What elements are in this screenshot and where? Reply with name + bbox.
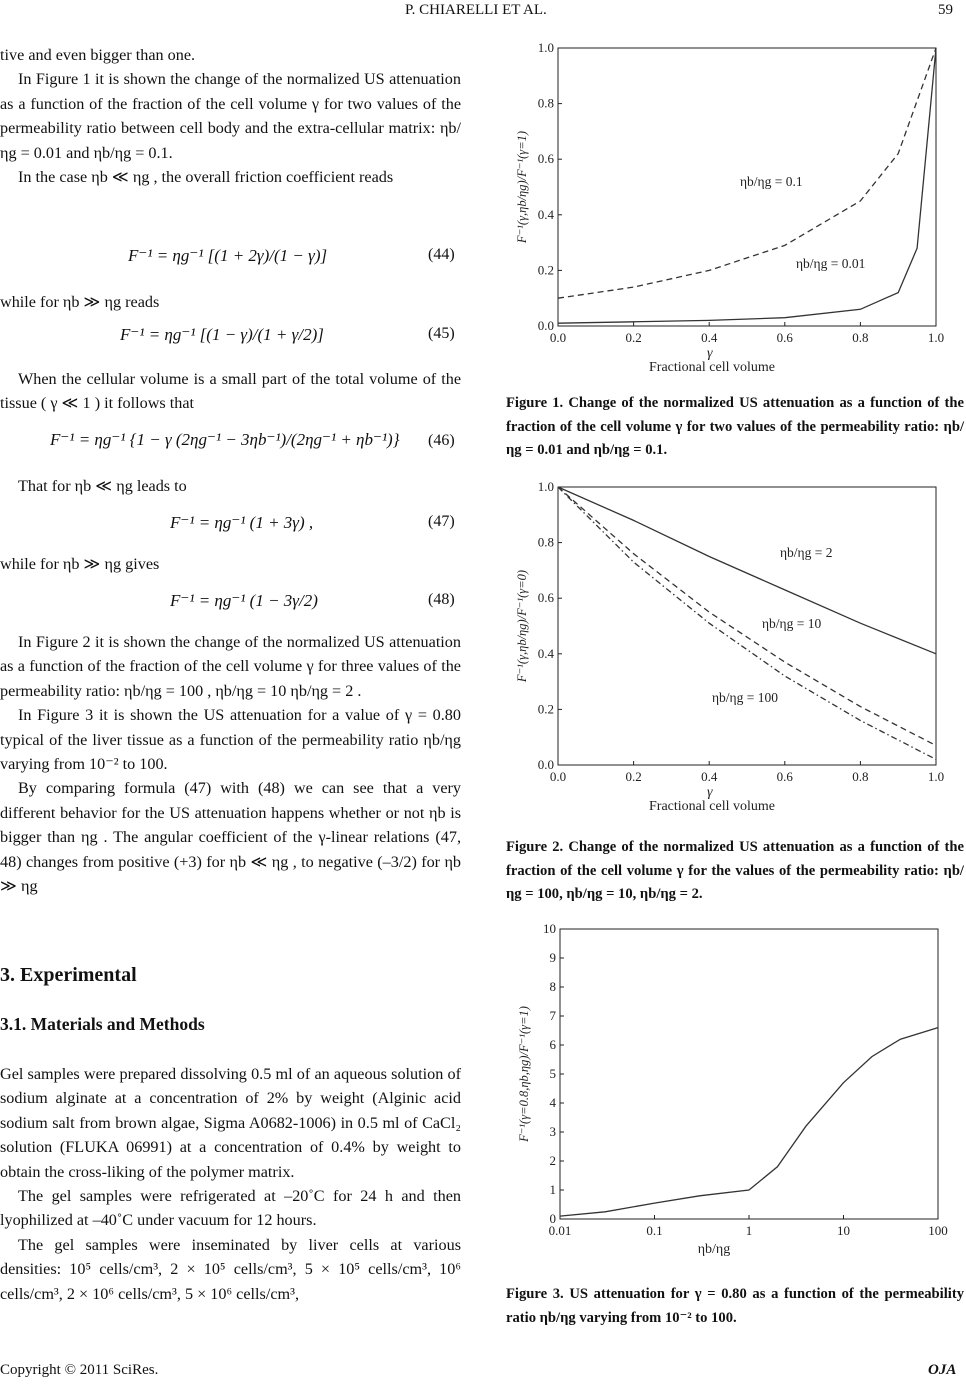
running-header: P. CHIARELLI ET AL. [405,2,547,18]
y-tick-label: 8 [549,979,556,994]
series-label: ηb/ηg = 10 [762,616,822,631]
page-number: 59 [938,2,953,18]
x-tick-label: 0.0 [549,330,567,345]
figure-3-chart [500,915,966,1270]
y-tick-label: 0.0 [537,318,554,333]
plot-frame [560,929,938,1219]
subsection-heading: 3.1. Materials and Methods [0,1014,205,1034]
x-axis-label: Fractional cell volume [649,799,775,814]
figure-1-caption: Figure 1. Change of the normalized US attenuation as a function of the fraction of the cell volume γ for two values of the permeability ratio: ηb/ηg = 0.01 and ηb/ηg = 0.1. [506,395,964,458]
y-tick-label: 1 [549,1182,556,1197]
equation-number: (48) [428,591,455,608]
copyright-footer: Copyright © 2011 SciRes. [0,1362,159,1378]
y-tick-label: 0.4 [537,206,554,222]
paragraph-block [0,552,461,576]
y-axis-label: F⁻¹(γ=0.8,ηb,ηg)/F⁻¹(γ=1) [517,1006,531,1142]
y-tick-label: 0.8 [537,534,554,550]
paragraph-block [0,1062,461,1306]
series-line [558,487,936,759]
x-tick-label: 0.01 [548,1223,572,1238]
paragraph: By comparing formula (47) with (48) we can see that a very different behavior for the US attenuation happens whether or not ηb is bigger than ηg . The angular coefficient of the γ-linear relations (47, 48) changes from positive (+3) for ηb ≪ ηg , to negative (–3/2) for ηb ≫ ηg [0,779,461,896]
paragraph: tive and even bigger than one. [0,46,196,64]
paragraph-block [0,290,461,314]
figure-2-chart [500,470,966,820]
paragraph-block [0,474,461,498]
paragraph: Gel samples were prepared dissolving 0.5 ml of an aqueous solution of sodium alginate at a concentration of 2% by weight (Alginic acid sodium salt from brown algae, Sigma A0682-1006) in 0.5 ml of CaCl₂ solution (FLUKA 06991) at a concentration of 0.4% by weight to obtain the cross-liking of the polymer matrix. [0,1065,461,1181]
y-tick-label: 0.8 [537,95,554,111]
paragraph: The gel samples were refrigerated at –20˚C for 24 h and then lyophilized at –40˚C under vacuum for 12 hours. [0,1187,461,1230]
paragraph: while for ηb ≫ ηg reads [0,293,160,311]
y-tick-label: 5 [549,1066,556,1081]
x-tick-label: 0.8 [852,769,869,784]
y-tick-label: 0.0 [537,757,554,772]
paragraph: When the cellular volume is a small part of the total volume of the tissue ( γ ≪ 1 ) it follows that [0,370,461,413]
equation-48: F⁻¹ = ηg⁻¹ (1 − 3γ/2) [170,591,318,610]
x-tick-label: 0.0 [549,769,567,784]
y-tick-label: 6 [549,1037,556,1052]
equation-number: (46) [428,432,455,449]
x-tick-label: 0.1 [646,1223,663,1238]
equation-number: (44) [428,246,455,263]
y-tick-label: 0.6 [537,590,554,606]
series-label: ηb/ηg = 2 [780,545,833,560]
y-tick-label: 4 [549,1095,556,1110]
x-tick-label: 1 [745,1223,753,1238]
series-label: ηb/ηg = 0.01 [796,256,866,271]
series-line [560,1028,938,1217]
y-tick-label: 3 [549,1124,556,1139]
paragraph: while for ηb ≫ ηg gives [0,555,160,573]
x-tick-label: 0.6 [776,330,793,345]
x-tick-label: 0.2 [625,769,642,784]
series-line [558,487,936,746]
y-tick-label: 9 [549,950,556,965]
journal-footer: OJA [928,1362,957,1378]
equation-47: F⁻¹ = ηg⁻¹ (1 + 3γ) , [170,513,314,532]
x-tick-label: 10 [837,1223,850,1238]
figure-2-caption: Figure 2. Change of the normalized US attenuation as a function of the fraction of the cell volume γ for the values of the permeability ratio: ηb/ηg = 100, ηb/ηg = 10, ηb/ηg = 2. [506,839,964,902]
equation-44: F⁻¹ = ηg⁻¹ [(1 + 2γ)/(1 − γ)] [128,246,328,265]
x-tick-label: 0.4 [701,769,718,784]
x-axis-symbol: γ [707,785,713,800]
y-tick-label: 0.4 [537,645,554,661]
figure-3-caption: Figure 3. US attenuation for γ = 0.80 as a function of the permeability ratio ηb/ηg varying from 10⁻² to 100. [506,1286,964,1326]
paragraph: In Figure 3 it is shown the US attenuation for a value of γ = 0.80 typical of the liver tissue as a function of the permeability ratio ηb/ηg varying from 10⁻² to 100. [0,706,461,774]
paragraph-block [0,630,461,898]
section-heading: 3. Experimental [0,964,137,986]
y-tick-label: 0.2 [537,701,554,717]
equation-46: F⁻¹ = ηg⁻¹ {1 − γ (2ηg⁻¹ − 3ηb⁻¹)/(2ηg⁻¹ + ηb⁻¹)} [50,430,400,449]
paragraph-block [0,367,461,416]
figure-1-chart [500,30,966,385]
x-tick-label: 0.2 [625,330,642,345]
equation-45: F⁻¹ = ηg⁻¹ [(1 − γ)/(1 + γ/2)] [120,325,324,344]
x-axis-label: Fractional cell volume [649,360,775,375]
y-tick-label: 1.0 [537,40,554,55]
paragraph: In Figure 2 it is shown the change of the normalized US attenuation as a function of the fraction of the cell volume γ for three values of the permeability ratio: ηb/ηg = 100 , ηb/ηg = 10 ηb/ηg = 2 . [0,633,461,700]
x-tick-label: 0.4 [701,330,718,345]
y-tick-label: 10 [543,921,556,936]
paragraph: In the case ηb ≪ ηg , the overall friction coefficient reads [18,168,394,187]
y-tick-label: 0 [549,1211,556,1226]
series-line [558,487,936,654]
x-axis-label: ηb/ηg [697,1242,731,1257]
plot-frame [558,487,936,765]
y-tick-label: 7 [549,1008,556,1023]
x-tick-label: 0.6 [776,769,793,784]
paragraph: That for ηb ≪ ηg leads to [18,477,187,495]
series-label: ηb/ηg = 0.1 [740,174,803,189]
left-column-top [0,43,461,189]
x-tick-label: 100 [928,1223,948,1238]
series-label: ηb/ηg = 100 [712,690,778,705]
y-tick-label: 0.2 [537,262,554,278]
x-tick-label: 1.0 [927,769,945,784]
x-tick-label: 1.0 [927,330,945,345]
y-tick-label: 2 [549,1153,556,1168]
paragraph: In Figure 1 it is shown the change of the normalized US attenuation as a function of the fraction of the cell volume γ for two values of the permeability ratio between cell body and the extra-cellular matrix: ηb/ηg = 0.01 and ηb/ηg = 0.1. [0,70,461,162]
y-tick-label: 1.0 [537,479,554,494]
x-tick-label: 0.8 [852,330,869,345]
y-axis-label: F⁻¹(γ,ηb/ηg)/F⁻¹(γ=1) [515,130,529,244]
paragraph: The gel samples were inseminated by liver cells at various densities: 10⁵ cells/cm³, 2 × 10⁵ cells/cm³, 5 × 10⁵ cells/cm³, 10⁶ cells/cm³, 2 × 10⁶ cells/cm³, 5 × 10⁶ cells/cm³, [0,1235,461,1303]
y-tick-label: 0.6 [537,151,554,167]
y-axis-label: F⁻¹(γ,ηb/ηg)/F⁻¹(γ=0) [515,569,529,683]
x-axis-symbol: γ [707,346,713,361]
equation-number: (47) [428,513,455,530]
equation-number: (45) [428,325,455,342]
